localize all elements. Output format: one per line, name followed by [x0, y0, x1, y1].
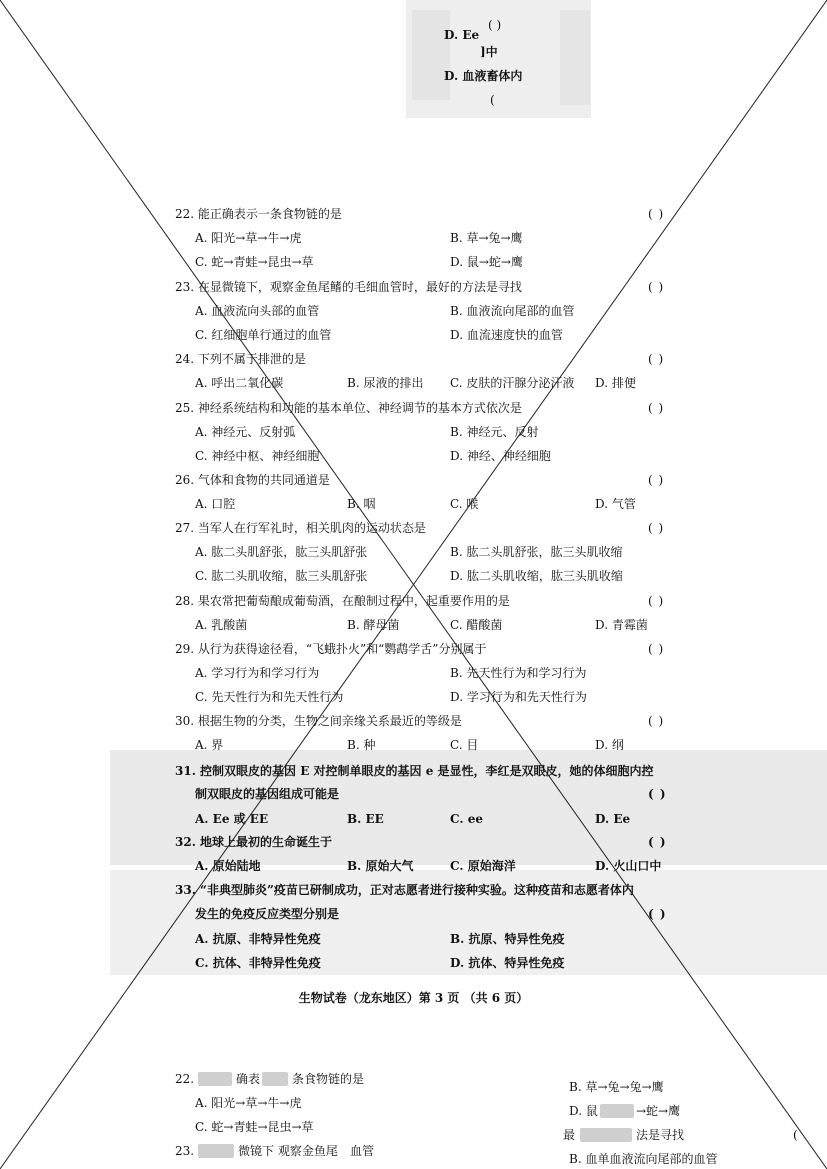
question-stem: 31. 控制双眼皮的基因 E 对控制单眼皮的基因 e 是显性，李红是双眼皮，她的体细胞内控 [175, 764, 654, 778]
option-d: D. 火山口中 [595, 859, 662, 873]
answer-paren: ( ) [648, 280, 665, 294]
option-d: D. 鼠 [569, 1104, 598, 1118]
option-c: C. 红细胞单行通过的血管 [195, 328, 332, 342]
question-stem: 23. 在显微镜下，观察金鱼尾鳍的毛细血管时，最好的方法是寻找 [175, 280, 522, 294]
option-a: A. 呼出二氧化碳 [195, 376, 284, 390]
answer-paren: ( ) [648, 352, 665, 366]
option-b: B. 先天性行为和学习行为 [450, 666, 587, 680]
option-c: C. 先天性行为和先天性行为 [195, 690, 344, 704]
answer-paren: ( ) [488, 18, 502, 32]
question-stem-continued: 发生的免疫反应类型分别是 [195, 907, 340, 921]
option-d: D. Ee [595, 812, 631, 826]
option-b: B. 咽 [347, 497, 376, 511]
option-c: C. 神经中枢、神经细胞 [195, 449, 320, 463]
question-stem: 24. 下列不属于排泄的是 [175, 352, 306, 366]
option-a: A. 抗原、非特异性免疫 [195, 932, 321, 946]
option-d: D. 抗体、特异性免疫 [450, 956, 565, 970]
answer-paren: ( ) [648, 642, 665, 656]
option-d: D. 排便 [595, 376, 636, 390]
answer-paren: ( ) [648, 835, 667, 849]
question-stem-fragment: 最 [563, 1128, 576, 1142]
option-text: ]中 [480, 45, 498, 59]
option-a: A. 口腔 [195, 497, 236, 511]
option-d-continued: →蛇→鹰 [636, 1104, 681, 1118]
option-c: C. 醋酸菌 [450, 618, 503, 632]
question-stem-fragment: 血管 [350, 1144, 375, 1158]
answer-paren: ( [490, 93, 495, 107]
option-b: B. EE [347, 812, 384, 826]
question-stem: 26. 气体和食物的共同通道是 [175, 473, 330, 487]
option-d: D. 神经、神经细胞 [450, 449, 551, 463]
option-d: D. 学习行为和先天性行为 [450, 690, 587, 704]
option-text: D. 血液畜体内 [444, 69, 523, 83]
question-stem: 33. “非典型肺炎”疫苗已研制成功，正对志愿者进行接种实验。这种疫苗和志愿者体内 [175, 883, 634, 897]
option-b: B. 种 [347, 738, 376, 752]
option-c: C. 皮肤的汗腺分泌汗液 [450, 376, 575, 390]
option-c: C. ee [450, 812, 483, 826]
option-a: A. 血液流向头部的血管 [195, 304, 320, 318]
option-c: C. 原始海洋 [450, 859, 516, 873]
option-d: D. 肱二头肌收缩，肱三头肌收缩 [450, 569, 623, 583]
answer-paren: ( ) [648, 521, 665, 535]
question-stem: 28. 果农常把葡萄酿成葡萄酒，在酿制过程中，起重要作用的是 [175, 594, 510, 608]
question-stem-fragment: 微镜下 观察金鱼尾 [238, 1144, 338, 1158]
question-stem: 29. 从行为获得途径看，“飞蛾扑火”和“鹦鹉学舌”分别属于 [175, 642, 487, 656]
option-c: C. 蛇→青蛙→昆虫→草 [195, 255, 314, 269]
option-b: B. 血液流向尾部的血管 [450, 304, 575, 318]
option-d: D. 血流速度快的血管 [450, 328, 563, 342]
answer-paren: ( ) [648, 594, 665, 608]
question-stem-fragment: 法是寻找 [636, 1128, 685, 1142]
option-a: A. Ee 或 EE [195, 812, 269, 826]
option-a: A. 肱二头肌舒张，肱三头肌舒张 [195, 545, 368, 559]
option-d: D. 纲 [595, 738, 624, 752]
question-number: 22. [175, 1072, 195, 1086]
question-stem: 25. 神经系统结构和功能的基本单位、神经调节的基本方式依次是 [175, 401, 522, 415]
option-b: B. 原始大气 [347, 859, 414, 873]
option-c: C. 肱二头肌收缩，肱三头肌舒张 [195, 569, 368, 583]
answer-paren: ( ) [648, 401, 665, 415]
answer-paren: ( ) [648, 787, 667, 801]
option-b: B. 肱二头肌舒张，肱三头肌收缩 [450, 545, 623, 559]
option-c: C. 喉 [450, 497, 479, 511]
answer-paren: ( ) [648, 207, 665, 221]
question-stem-fragment: 条食物链的是 [292, 1072, 365, 1086]
option-b: B. 尿液的排出 [347, 376, 424, 390]
answer-paren: ( [793, 1128, 798, 1142]
option-c: C. 抗体、非特异性免疫 [195, 956, 321, 970]
question-number: 23. [175, 1144, 195, 1158]
option-text: D. Ee [444, 28, 480, 42]
option-a: A. 界 [195, 738, 224, 752]
option-a: A. 阳光→草→牛→虎 [195, 231, 302, 245]
option-b: B. 酵母菌 [347, 618, 400, 632]
option-a: A. 乳酸菌 [195, 618, 248, 632]
question-stem: 32. 地球上最初的生命诞生于 [175, 835, 333, 849]
option-d: D. 气管 [595, 497, 636, 511]
question-stem-fragment: 确表 [236, 1072, 261, 1086]
option-d: D. 鼠→蛇→鹰 [450, 255, 523, 269]
option-b: B. 抗原、特异性免疫 [450, 932, 565, 946]
option-a: A. 阳光→草→牛→虎 [195, 1096, 302, 1110]
option-c: C. 目 [450, 738, 479, 752]
answer-paren: ( ) [648, 473, 665, 487]
page-footer: 生物试卷（龙东地区）第 3 页 （共 6 页） [298, 991, 529, 1005]
option-a: A. 原始陆地 [195, 859, 261, 873]
question-stem: 22. 能正确表示一条食物链的是 [175, 207, 342, 221]
option-b: B. 草→兔→兔→鹰 [569, 1080, 664, 1094]
option-b: B. 血单血液流向尾部的血管 [569, 1152, 718, 1166]
question-stem-continued: 制双眼皮的基因组成可能是 [195, 787, 340, 801]
answer-paren: ( ) [648, 907, 667, 921]
question-stem: 27. 当军人在行军礼时，相关肌肉的运动状态是 [175, 521, 426, 535]
option-b: B. 神经元、反射 [450, 425, 539, 439]
option-a: A. 神经元、反射弧 [195, 425, 296, 439]
option-c: C. 蛇→青蛙→昆虫→草 [195, 1120, 314, 1134]
question-stem: 30. 根据生物的分类，生物之间亲缘关系最近的等级是 [175, 714, 462, 728]
option-d: D. 青霉菌 [595, 618, 648, 632]
answer-paren: ( ) [648, 714, 665, 728]
option-a: A. 学习行为和学习行为 [195, 666, 320, 680]
option-b: B. 草→兔→鹰 [450, 231, 523, 245]
